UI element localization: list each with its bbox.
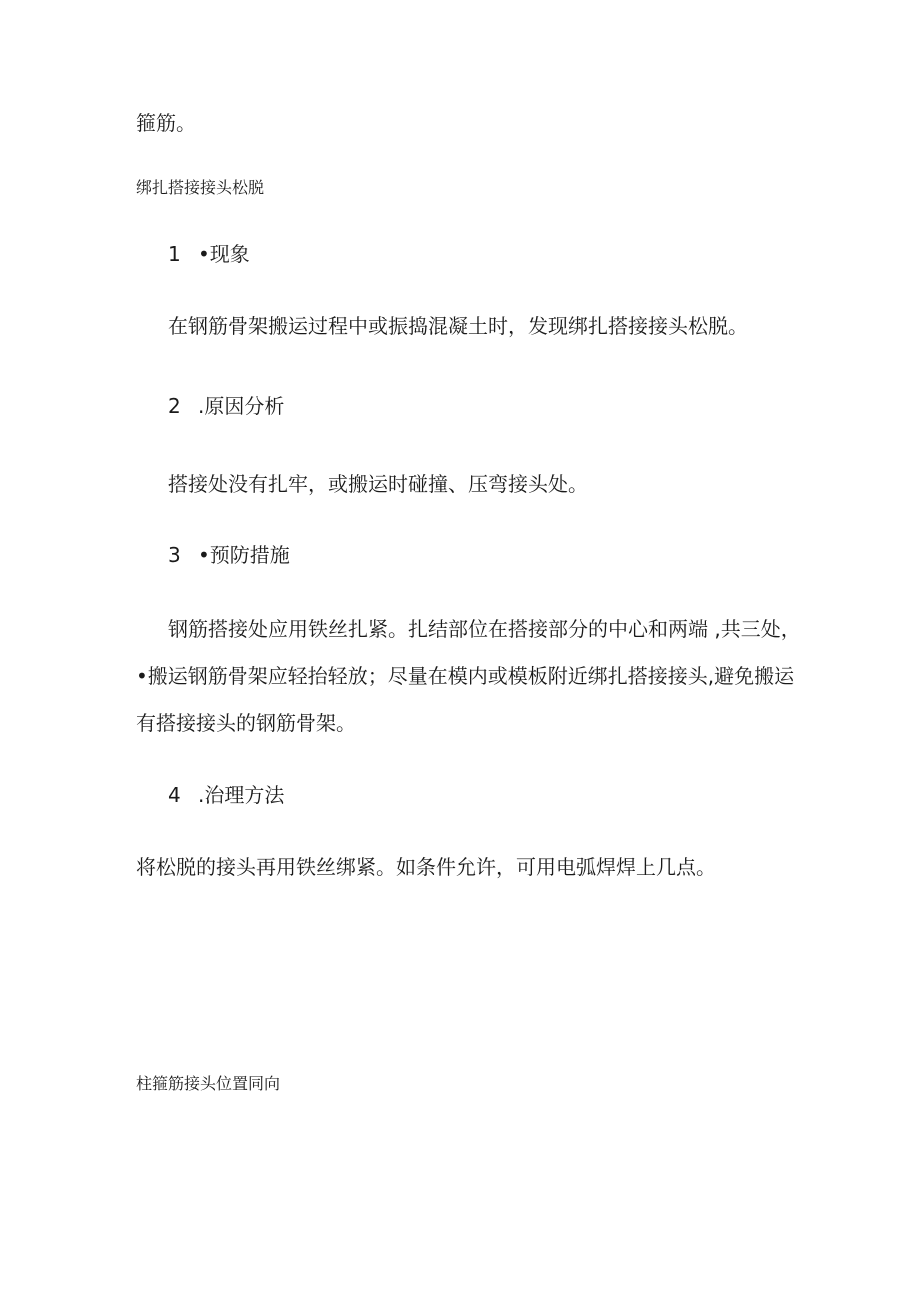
subheading-phenomenon — [168, 244, 250, 264]
subheading-number: 1 — [168, 242, 181, 266]
subheading-number: 3 — [168, 543, 181, 567]
subheading-number: 2 — [168, 394, 181, 418]
paragraph-continuation: 箍筋。 — [136, 111, 196, 135]
subheading-title: •现象 — [198, 242, 250, 266]
subheading-number: 4 — [168, 783, 181, 807]
subheading-prevention — [168, 545, 290, 565]
subheading-treatment — [168, 785, 284, 805]
prevention-text-line-2: •搬运钢筋骨架应轻抬轻放；尽量在模内或模板附近绑扎搭接接头,避免搬运 — [136, 664, 795, 688]
prevention-text-line-1: 钢筋搭接处应用铁丝扎紧。扎结部位在搭接部分的中心和两端 ,共三处， — [168, 617, 801, 641]
treatment-text: 将松脱的接头再用铁丝绑紧。如条件允许，可用电弧焊焊上几点。 — [136, 855, 716, 879]
subheading-title: •预防措施 — [198, 543, 290, 567]
prevention-text-line-3: 有搭接接头的钢筋骨架。 — [136, 711, 356, 735]
section-heading-column-stirrup: 柱箍筋接头位置同向 — [136, 1074, 281, 1093]
subheading-title: .治理方法 — [198, 783, 285, 807]
section-heading-loose-lap-joint: 绑扎搭接接头松脱 — [136, 178, 265, 197]
cause-analysis-text: 搭接处没有扎牢，或搬运时碰撞、压弯接头处。 — [168, 472, 588, 496]
phenomenon-text: 在钢筋骨架搬运过程中或振捣混凝土时，发现绑扎搭接接头松脱。 — [168, 314, 748, 338]
subheading-cause-analysis — [168, 396, 284, 416]
subheading-title: .原因分析 — [198, 394, 285, 418]
